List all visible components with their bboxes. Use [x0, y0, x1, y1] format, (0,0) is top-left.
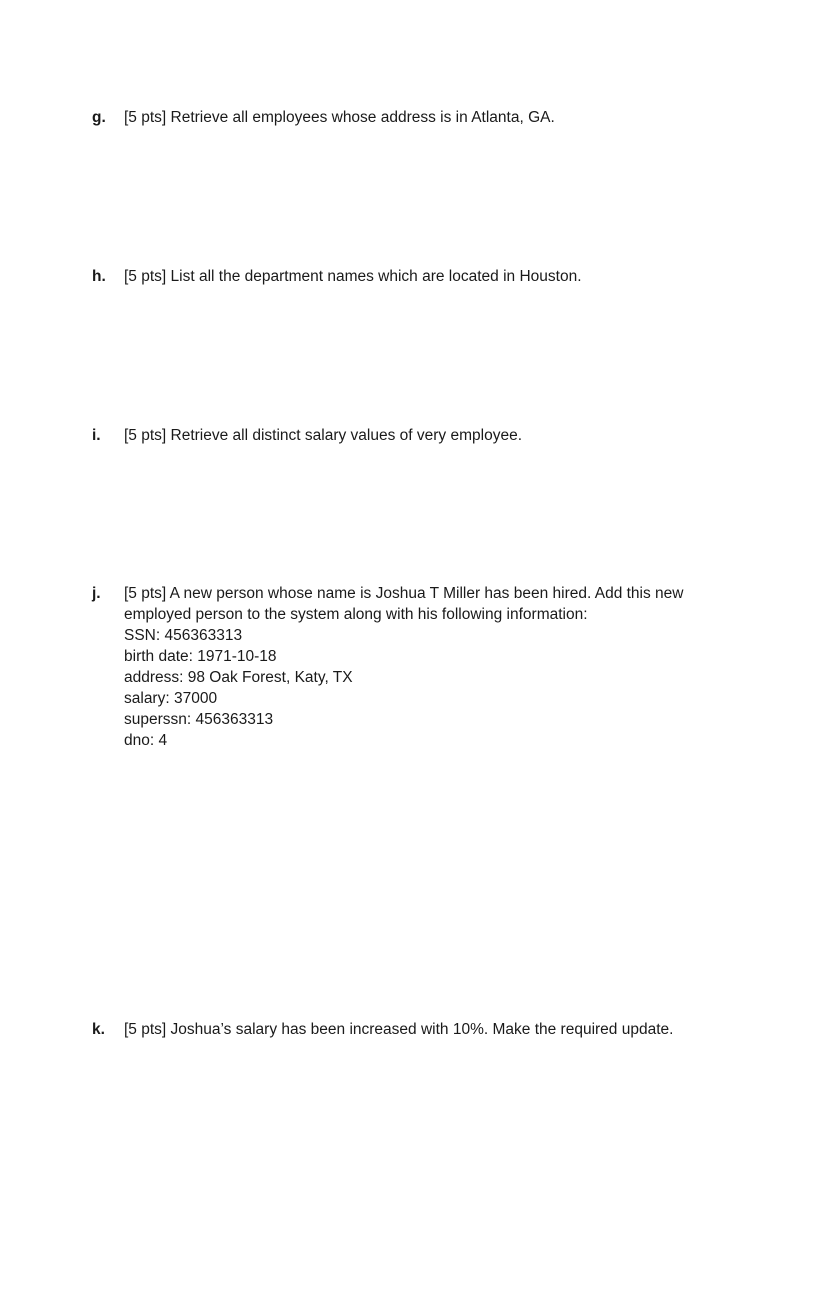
question-label: k. — [92, 1021, 105, 1038]
field-address: address: 98 Oak Forest, Katy, TX — [124, 669, 353, 686]
field-salary: salary: 37000 — [124, 690, 218, 707]
question-k — [92, 1019, 782, 1040]
question-i — [92, 425, 782, 446]
question-text-block — [124, 107, 782, 128]
question-label: g. — [92, 109, 106, 126]
question-text: [5 pts] Retrieve all distinct salary values of very employee. — [124, 427, 523, 444]
question-text-block — [124, 1019, 782, 1040]
question-text-block — [124, 583, 782, 751]
question-j — [92, 583, 782, 751]
question-h — [92, 266, 782, 287]
question-text-line-1: [5 pts] A new person whose name is Joshua T Miller has been hired. Add this new — [124, 585, 684, 602]
field-birth-date: birth date: 1971-10-18 — [124, 648, 277, 665]
question-text: [5 pts] Retrieve all employees whose address is in Atlanta, GA. — [124, 109, 555, 126]
question-text-line-2: employed person to the system along with his following information: — [124, 606, 588, 623]
field-dno: dno: 4 — [124, 732, 168, 749]
question-label: h. — [92, 268, 106, 285]
question-label: i. — [92, 427, 101, 444]
question-g — [92, 107, 782, 128]
question-text-block — [124, 425, 782, 446]
question-text: [5 pts] List all the department names which are located in Houston. — [124, 268, 582, 285]
field-ssn: SSN: 456363313 — [124, 627, 243, 644]
question-text: [5 pts] Joshua’s salary has been increased with 10%. Make the required update. — [124, 1021, 674, 1038]
question-text-block — [124, 266, 782, 287]
question-label: j. — [92, 585, 101, 602]
field-superssn: superssn: 456363313 — [124, 711, 274, 728]
